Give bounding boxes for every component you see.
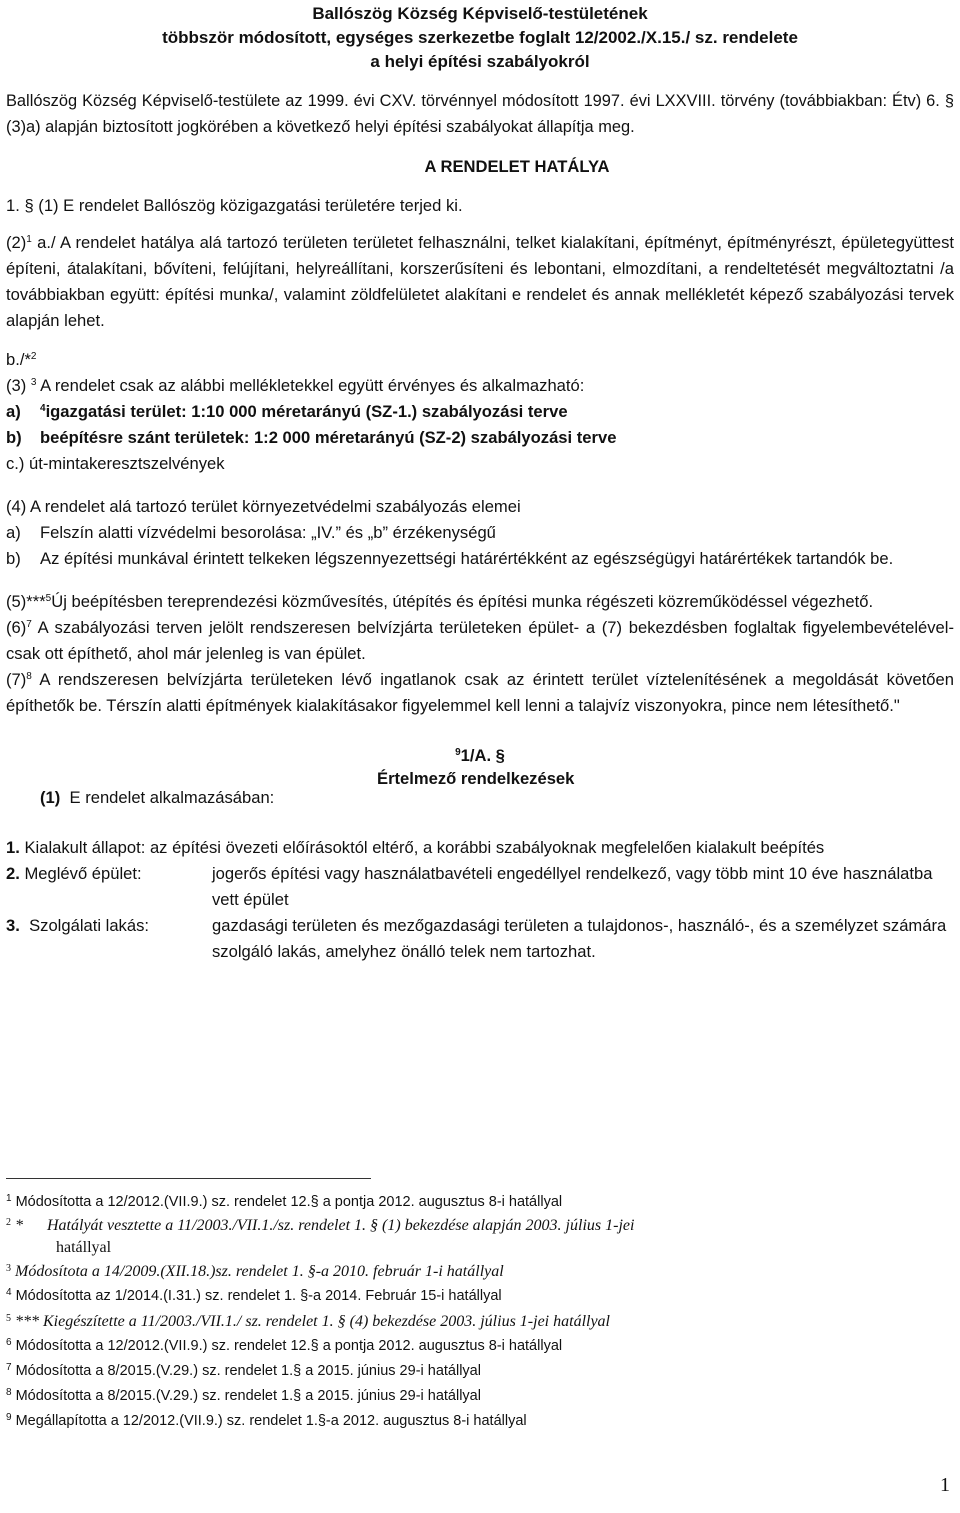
annex-item-b	[6, 425, 954, 451]
section-1-paragraph-5	[6, 589, 954, 615]
page-number: 1	[940, 1474, 950, 1496]
paragraph-number: (6)	[6, 618, 27, 637]
footnote: $^3$ Módosítota a 14/2009.(XII.18.)sz. rendelet 1. §-a 2010. február 1-i hatállyal	[6, 1263, 504, 1280]
preamble: Ballószög Község Képviselő-testülete az 1999. évi CXV. törvénnyel módosított 1997. évi LXXVIII. törvény (továbbiakban: Étv) 6. § (3)a) alapján biztosított jogkörében a következő helyi építési szabályokat állapítja meg.	[6, 92, 954, 136]
point-b-repealed	[6, 347, 954, 373]
env-item-a	[6, 520, 954, 546]
env-item-b	[6, 546, 954, 572]
annex-item-c: c.) út-mintakeresztszelvények	[6, 454, 225, 473]
section-1-paragraph-6	[6, 615, 954, 667]
definitions-intro	[40, 785, 274, 811]
footnote-ref: 1	[26, 234, 32, 245]
definition-item: 2. Meglévő épület: jogerős építési vagy használatbavételi engedéllyel rendelkező, vagy több mint 10 éve használatba vett épület	[6, 864, 933, 909]
paragraph-number: (5)***	[6, 592, 46, 611]
item-text: beépítésre szánt területek: 1:2 000 méretarányú (SZ-2) szabályozási terve	[40, 428, 617, 447]
title-line-3: a helyi építési szabályokról	[370, 52, 590, 71]
footnote: $^1$ Módosította a 12/2012.(VII.9.) sz. rendelet 12.§ a pontja 2012. augusztus 8-i hatállyal	[6, 1193, 563, 1210]
annex-item-a	[6, 399, 954, 425]
footnote-continuation: hatállyal	[56, 1239, 112, 1256]
footnote: $^4$ Módosította az 1/2014.(I.31.) sz. rendelet 1. §-a 2014. Február 15-i hatállyal	[6, 1287, 502, 1304]
section-1-paragraph-2	[6, 230, 954, 334]
section-1-paragraph-1: 1. § (1) E rendelet Ballószög közigazgatási területére terjed ki.	[6, 196, 463, 215]
paragraph-text: A rendelet csak az alábbi mellékletekkel együtt érvényes és alkalmazható:	[36, 376, 585, 395]
item-text: Az építési munkával érintett telkeken légszennyezettségi határértékként az egészségügyi határértékek tartandók be.	[40, 549, 894, 568]
item-text: igazgatási terület: 1:10 000 méretarányú (SZ-1.) szabályozási terve	[45, 402, 568, 421]
footnote: $^5$ *** Kiegészítette a 11/2003./VII.1./ sz. rendelet 1. § (4) bekezdése 2003. július 1-jei hatállyal	[6, 1313, 610, 1330]
paragraph-text: A szabályozási terven jelölt rendszeresen belvízjárta területeken épület- a (7) bekezdésben foglaltak figyelembevételével- csak ott építhető, ahol már jelenleg is van épület.	[6, 618, 954, 663]
section-heading-scope: A RENDELET HATÁLYA	[424, 157, 610, 176]
footnote-ref: 9	[455, 747, 461, 758]
definition-item: 3. Szolgálati lakás: gazdasági területen és mezőgazdasági területen a tulajdonos-, használó-, és a személyzet számára szolgáló lakás, amelyhez önálló telek nem tartozhat.	[6, 916, 947, 961]
title-line-1: Ballószög Község Képviselő-testületének	[312, 4, 648, 23]
footnote-ref: 7	[26, 619, 32, 630]
title-line-2: többször módosított, egységes szerkezetbe foglalt 12/2002./X.15./ sz. rendelete	[162, 28, 798, 47]
paragraph-text: a./ A rendelet hatálya alá tartozó területen területet felhasználni, telket kialakítani, építményt, építményrészt, épületegyüttest építeni, átalakítani, bővíteni, felújítani, helyreállítani, korszerűsíteni és lebontani, elmozdítani, a rendeltetését megváltoztatni /a továbbiakban együtt: építési munka/, valamint zöldfelületet alakítani e rendelet és annak mellékletét képező szabályozási tervek alapján lehet.	[6, 233, 954, 330]
footnote: $^7$ Módosította a 8/2015.(V.29.) sz. rendelet 1.§ a 2015. június 29-i hatállyal	[6, 1362, 481, 1379]
item-label: a)	[6, 402, 21, 421]
document-page	[6, 0, 954, 1429]
paragraph-number: (3)	[6, 376, 31, 395]
footnote-ref: 8	[26, 671, 32, 682]
paragraph-number: (2)	[6, 233, 27, 252]
footnote: $^9$ Megállapította a 12/2012.(VII.9.) sz. rendelet 1.§-a 2012. augusztus 8-i hatállyal	[6, 1412, 527, 1429]
footnote-ref: 2	[30, 351, 37, 362]
paragraph-text: E rendelet alkalmazásában:	[69, 788, 275, 807]
paragraph-number: (1)	[40, 788, 61, 807]
section-1-paragraph-7	[6, 667, 954, 719]
paragraph-text: A rendszeresen belvízjárta területeken lévő ingatlanok csak az érintett terület víztelenítésének a megoldását követően építhetők be. Térszín alatti építmények kialakításakor figyelemmel kell lenni a talajvíz viszonyokra, pince nem létesíthető."	[6, 670, 954, 715]
definition-item: 1. Kialakult állapot: az építési övezeti előírásoktól eltérő, a korábbi szabályoknak megfelelően kialakult beépítés	[6, 838, 825, 857]
section-number: 1/A. §	[460, 746, 505, 765]
item-label: a)	[6, 523, 21, 542]
section-1-paragraph-3	[6, 373, 954, 399]
section-1-paragraph-4: (4) A rendelet alá tartozó terület környezetvédelmi szabályozás elemei	[6, 497, 521, 516]
footnote: $^8$ Módosította a 8/2015.(V.29.) sz. rendelet 1.§ a 2015. június 29-i hatállyal	[6, 1387, 481, 1404]
document-title	[6, 2, 954, 74]
footnote-ref: 4	[40, 403, 46, 414]
footnote-separator	[6, 1178, 371, 1179]
footnote: $^2$ * Hatályát vesztette a 11/2003./VII.1./sz. rendelet 1. § (1) bekezdése alapján 2003. július 1-jei	[6, 1217, 635, 1234]
footnote-ref: 5	[45, 593, 52, 604]
item-text: Felszín alatti vízvédelmi besorolása: „IV.” és „b” érzékenységű	[40, 523, 496, 542]
paragraph-number: (7)	[6, 670, 27, 689]
item-label: b)	[6, 428, 22, 447]
point-b-label: b./*	[6, 350, 31, 369]
footnote: $^6$ Módosította a 12/2012.(VII.9.) sz. rendelet 12.§ a pontja 2012. augusztus 8-i hatállyal	[6, 1337, 563, 1354]
footnotes	[6, 1190, 954, 1434]
section-1a-heading: Értelmező rendelkezések	[377, 769, 575, 788]
definitions-list	[6, 835, 954, 965]
footnote-ref: 3	[30, 377, 37, 388]
paragraph-text: Új beépítésben tereprendezési közművesítés, útépítés és építési munka régészeti közreműködéssel végezhető.	[51, 592, 874, 611]
item-label: b)	[6, 549, 21, 568]
